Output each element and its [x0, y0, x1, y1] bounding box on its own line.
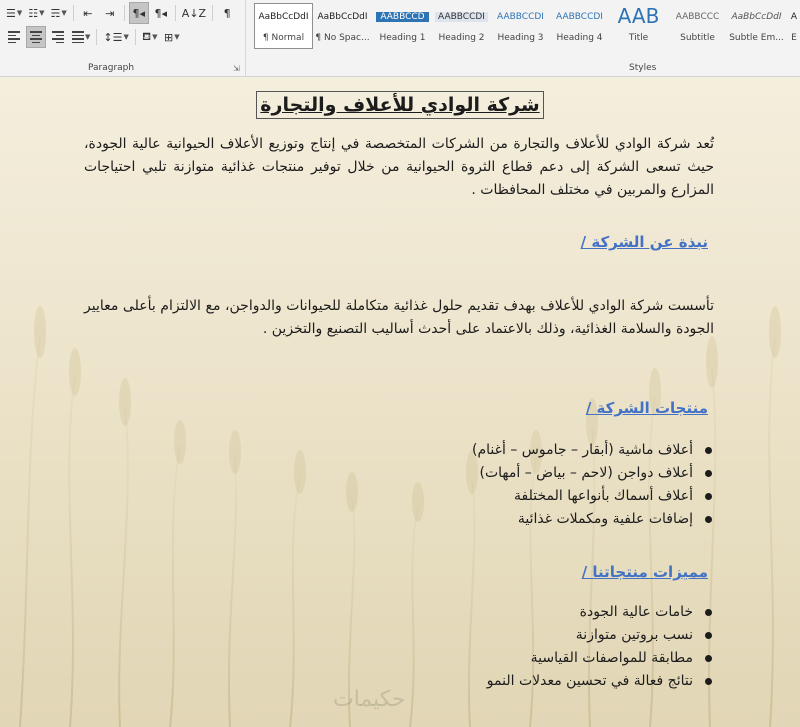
list-item-text: أعلاف دواجن (لاحم – بياض – أمهات): [479, 465, 693, 481]
style-preview: AaBbCcDdI: [258, 12, 309, 22]
bullet-list-icon: ☰: [6, 6, 16, 20]
style-name: Heading 4: [556, 33, 603, 43]
document-content[interactable]: [0, 77, 800, 727]
align-center-button[interactable]: [26, 26, 46, 48]
paragraph-group-label: Paragraph: [88, 63, 135, 73]
document-title-wrapper: [0, 91, 800, 119]
list-item[interactable]: [472, 462, 712, 485]
list-item[interactable]: [472, 508, 712, 531]
products-list: [472, 439, 712, 531]
style-emphasis[interactable]: [786, 3, 800, 49]
align-left-button[interactable]: [4, 26, 24, 48]
style-name: Subtle Em...: [729, 33, 784, 43]
paragraph-group: [0, 0, 246, 76]
styles-group-label: Styles: [629, 63, 657, 73]
shading-button[interactable]: ⛾ ▼: [142, 29, 158, 43]
document-title[interactable]: شركة الوادي للأعلاف والتجارة: [256, 91, 543, 119]
align-left-icon: [8, 31, 20, 43]
bullet-icon: [705, 493, 712, 500]
decrease-indent-icon: ⇤: [83, 6, 93, 20]
numbered-list-icon: ☷: [28, 6, 39, 20]
list-item[interactable]: [487, 670, 712, 693]
show-formatting-button[interactable]: [217, 2, 237, 24]
style-name: Heading 2: [438, 33, 485, 43]
rtl-direction-button[interactable]: [129, 2, 149, 24]
bullet-icon: [705, 632, 712, 639]
style-name: Title: [628, 33, 649, 43]
list-item-text: إضافات علفية ومكملات غذائية: [517, 511, 693, 527]
paint-bucket-icon: ⛾: [142, 29, 152, 43]
about-paragraph[interactable]: تأسست شركة الوادي للأعلاف بهدف تقديم حلول غذائية متكاملة للحيوانات والدواجن، مع الالتزام بأعلى معايير الجودة والسلامة الغذائية، وذلك بالاعتماد على أحدث أساليب التصنيع والتخزين .: [84, 298, 714, 337]
style-subtitle[interactable]: [668, 3, 727, 49]
sort-icon: A↓Z: [181, 6, 207, 20]
style-preview: AaBbCcDdI: [317, 12, 368, 22]
borders-button[interactable]: ⊞ ▼: [164, 30, 180, 44]
list-item-text: أعلاف أسماك بأنواعها المختلفة: [514, 488, 693, 504]
style-title[interactable]: [609, 3, 668, 49]
list-item[interactable]: [472, 439, 712, 462]
style-preview: AABBCCDI: [556, 12, 603, 22]
ltr-direction-button[interactable]: [151, 2, 171, 24]
list-item-text: أعلاف ماشية (أبقار – جاموس – أغنام): [472, 442, 693, 458]
style-heading-1[interactable]: [373, 3, 432, 49]
bullet-icon: [705, 678, 712, 685]
numbering-button[interactable]: ☷ ▼: [28, 6, 45, 20]
multilevel-list-icon: ☴: [50, 6, 61, 20]
bullet-icon: [705, 470, 712, 477]
intro-paragraph[interactable]: تُعد شركة الوادي للأعلاف والتجارة من الشركات المتخصصة في إنتاج وتوزيع الأعلاف الحيوانية عالية الجودة، حيث تسعى الشركة إلى دعم قطاع الثروة الحيوانية من خلال توفير منتجات غذائية متوازنة تلبي احتياجات المزارع والمربين في مختلف المحافظات .: [84, 136, 714, 198]
list-item-text: خامات عالية الجودة: [579, 604, 693, 620]
decrease-indent-button[interactable]: [78, 2, 98, 24]
paragraph-dialog-launcher-icon[interactable]: ⇲: [233, 64, 240, 73]
paragraph-row-1: [4, 2, 237, 24]
features-heading[interactable]: مميزات منتجاتنا /: [581, 563, 708, 581]
style-name: E: [791, 33, 797, 43]
bullets-button[interactable]: ☰ ▼: [6, 6, 23, 20]
products-heading[interactable]: منتجات الشركة /: [585, 399, 708, 417]
style-heading-4[interactable]: [550, 3, 609, 49]
style-heading-3[interactable]: [491, 3, 550, 49]
align-right-button[interactable]: [48, 26, 68, 48]
style-preview: AABBCCC: [675, 12, 720, 22]
style-preview: AABBCCDI: [497, 12, 544, 22]
justify-button[interactable]: ▼: [70, 26, 92, 48]
style-heading-2[interactable]: [432, 3, 491, 49]
style-name: Subtitle: [680, 33, 715, 43]
pilcrow-icon: ¶: [223, 6, 231, 20]
list-item[interactable]: [487, 624, 712, 647]
line-spacing-icon: ↕☰: [103, 30, 123, 44]
list-item[interactable]: [487, 601, 712, 624]
list-item-text: نسب بروتين متوازنة: [575, 627, 693, 643]
paragraph-row-2: [4, 26, 182, 48]
style-name: Heading 3: [497, 33, 544, 43]
align-right-icon: [52, 31, 64, 43]
list-item-text: مطابقة للمواصفات القياسية: [530, 650, 693, 666]
ribbon: [0, 0, 800, 77]
multilevel-list-button[interactable]: ☴ ▼: [50, 6, 67, 20]
increase-indent-button[interactable]: [100, 2, 120, 24]
styles-group: [246, 0, 800, 76]
borders-icon: ⊞: [164, 30, 174, 44]
list-item[interactable]: [487, 647, 712, 670]
style-name: ¶ Normal: [262, 33, 305, 43]
list-item[interactable]: [472, 485, 712, 508]
style-name: ¶ No Spac...: [315, 33, 370, 43]
about-heading[interactable]: نبذة عن الشركة /: [580, 233, 708, 251]
style-preview: AABBCCD: [376, 12, 429, 22]
style-subtle-emphasis[interactable]: [727, 3, 786, 49]
list-item-text: نتائج فعالة في تحسين معدلات النمو: [486, 673, 693, 689]
style-normal[interactable]: [254, 3, 313, 49]
watermark-text: حكيمات: [333, 687, 406, 712]
style-preview: AABBCCDI: [435, 12, 488, 22]
bullet-icon: [705, 609, 712, 616]
bullet-icon: [705, 516, 712, 523]
style-preview: AAB: [617, 4, 660, 28]
style-preview: AaBbCcDdI: [731, 12, 782, 22]
style-preview: A: [790, 12, 798, 22]
document-page[interactable]: [0, 77, 800, 727]
style-name: Heading 1: [379, 33, 426, 43]
bullet-icon: [705, 447, 712, 454]
ltr-paragraph-icon: ¶◂: [154, 6, 168, 20]
rtl-paragraph-icon: ¶◂: [132, 6, 146, 20]
align-center-icon: [30, 31, 42, 43]
increase-indent-icon: ⇥: [105, 6, 115, 20]
bullet-icon: [705, 655, 712, 662]
sort-button[interactable]: [180, 2, 208, 24]
line-spacing-button[interactable]: ↕☰ ▼: [103, 30, 129, 44]
justify-icon: [72, 31, 84, 43]
features-list: [487, 601, 712, 693]
style-no-spacing[interactable]: [313, 3, 372, 49]
